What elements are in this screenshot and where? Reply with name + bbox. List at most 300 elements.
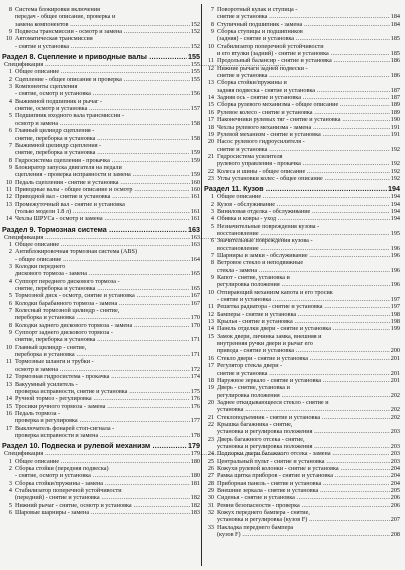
page-number: 167 [190, 299, 200, 307]
entry-number: 11 [6, 358, 12, 366]
entry-title: Стабилизатор поперечной устойчивости [217, 42, 324, 50]
entry-number: 1 [210, 193, 214, 201]
page-number: 174 [190, 373, 200, 381]
page-number: 197 [390, 303, 400, 311]
toc-entry [2, 373, 200, 380]
toc-entry [2, 465, 200, 472]
toc-entry-continuation [204, 281, 400, 288]
toc-entry [204, 274, 400, 281]
entry-title: Кузов - обслуживание ..... [217, 201, 400, 208]
page-number: 202 [390, 413, 400, 421]
page-number: 176 [190, 395, 200, 403]
toc-entry [2, 215, 200, 222]
page-number: 179 [188, 441, 200, 451]
page-number: 208 [390, 531, 400, 539]
entry-number: 8 [210, 20, 214, 28]
entry-title: Отпирающий механизм капота и его тросик [217, 288, 333, 296]
entry-number: 4 [8, 277, 12, 285]
page-number: 180 [190, 457, 200, 465]
toc-entry-continuation [2, 336, 200, 343]
entry-title: Шаровые шарниры - замена ..... [15, 509, 200, 516]
entry-title: Стеклоподъемник - снятие и установка ..... [217, 414, 400, 421]
entry-title: и его втулки (задний) - снятие и установка ..... [204, 50, 400, 57]
page-number: 194 [390, 200, 400, 208]
entry-number: 1 [8, 457, 12, 465]
entry-title: - общее описание ..... [2, 256, 200, 263]
entry-number: 6 [8, 299, 12, 307]
entry-number: 12 [207, 64, 214, 72]
entry-number: 4 [8, 97, 12, 105]
toc-entry [2, 186, 200, 193]
entry-title: Педаль сцепления - снятие и установка ..... [15, 179, 200, 186]
entry-title: Наконечники рулевых тяг - снятие и установка ..... [217, 116, 400, 123]
toc-entry-continuation [2, 208, 200, 215]
page-number: 201 [390, 354, 400, 362]
toc-entry [2, 487, 200, 494]
toc-entry [204, 65, 400, 72]
page-number: 152 [190, 28, 200, 36]
entry-title: - снятие, осмотр и установка ..... [2, 472, 200, 479]
entry-title: проверка исправности и замена ..... [2, 432, 200, 439]
entry-title: Тормозные шланги и трубки - [15, 358, 94, 366]
entry-title: Сиденья - снятие и установка ..... [217, 494, 400, 501]
toc-entry-continuation [2, 43, 200, 50]
entry-number: 5 [8, 292, 12, 300]
entry-title: Вакуумный усилитель - [15, 380, 78, 388]
entry-title: Незначительные повреждения кузова - [217, 222, 320, 230]
page-number: 196 [390, 252, 400, 259]
entry-number: 25 [207, 457, 214, 465]
entry-number: 13 [5, 200, 12, 208]
entry-title: установка и регулировка положения ..... [204, 428, 400, 435]
toc-entry-continuation [204, 35, 400, 42]
entry-title: Кожух переднего бампера - снятие, [217, 509, 310, 517]
page-number: 195 [390, 229, 400, 237]
entry-title: Насос рулевого гидроусилителя - [217, 138, 305, 146]
toc-entry [204, 175, 400, 182]
toc-entry [204, 355, 400, 362]
toc-entry [204, 201, 400, 208]
entry-number: 24 [207, 450, 214, 458]
entry-number: 9 [8, 329, 12, 337]
entry-number: 3 [210, 207, 214, 215]
toc-entry [2, 395, 200, 402]
entry-title: Ветровое стекло и неподвижные [217, 259, 304, 267]
entry-number: 26 [207, 464, 214, 472]
toc-entry [204, 333, 400, 340]
entry-title: снятие, осмотр и установка ..... [2, 105, 200, 112]
toc-entry-continuation [2, 417, 200, 424]
page-number: 205 [390, 487, 400, 494]
page-number: 182 [190, 494, 200, 502]
toc-entry-continuation [204, 340, 400, 347]
toc-entry [204, 377, 400, 384]
entry-number: 4 [210, 215, 214, 223]
toc-entry [2, 142, 200, 149]
entry-number: 15 [207, 332, 214, 340]
toc-entry [204, 79, 400, 86]
entry-title: - снятие и установка ..... [204, 296, 400, 303]
entry-title: привода - снятие и установка ..... [204, 347, 400, 354]
page-number: 184 [390, 13, 400, 21]
toc-entry-continuation [204, 87, 400, 94]
entry-number: 9 [8, 28, 12, 36]
entry-number: 2 [8, 75, 12, 83]
toc-entry-continuation [204, 296, 400, 303]
entry-number: 14 [207, 325, 214, 333]
toc-entry [2, 358, 200, 365]
toc-entry [204, 168, 400, 175]
entry-number: 7 [8, 141, 12, 149]
section-heading [2, 52, 200, 61]
entry-number: 18 [207, 376, 214, 384]
entry-title: Крышка багажника - снятие, [217, 420, 293, 428]
entry-title: осмотр и замена ..... [2, 120, 200, 127]
entry-number: 8 [8, 321, 12, 329]
entry-number: 7 [8, 307, 12, 315]
entry-title: Рулевое колесо - снятие и установка ..... [217, 109, 400, 116]
entry-number: 21 [207, 413, 214, 421]
entry-number: 28 [207, 479, 214, 487]
page-number: 161 [190, 207, 200, 215]
toc-entry-continuation [2, 285, 200, 292]
page-number: 170 [190, 314, 200, 322]
entry-number: 1 [8, 240, 12, 248]
toc-entry [2, 112, 200, 119]
page-number: 155 [190, 61, 200, 69]
toc-entry [204, 28, 400, 35]
entry-title: Сцепление - общее описание и проверка ..... [15, 76, 200, 83]
page-number: 203 [390, 428, 400, 436]
entry-title: Автоматическая трансмиссия [15, 35, 93, 43]
entry-title: Дверь - снятие, установка и [217, 384, 290, 392]
entry-title: Приводные валы - общее описание и осмотр ..... [15, 186, 200, 193]
entry-title: Панель отделки двери - снятие и установка ..... [217, 325, 400, 332]
toc-entry [204, 124, 400, 131]
entry-title: Шарниры и замки - обслуживание ..... [217, 252, 400, 259]
toc-entry [2, 248, 200, 255]
entry-number: 2 [8, 464, 12, 472]
toc-entry [204, 6, 400, 13]
contents-right-column [204, 6, 400, 538]
entry-title: Стабилизатор поперечной устойчивости [15, 486, 122, 494]
toc-entry [204, 318, 400, 325]
page-number: 203 [390, 450, 400, 458]
entry-number: 29 [207, 487, 214, 494]
entry-title: Чехлы рулевого механизма - замена ..... [217, 124, 400, 131]
toc-entry-continuation [2, 494, 200, 501]
entry-number: 18 [207, 123, 214, 131]
toc-entry [204, 57, 400, 64]
page-number: 152 [190, 20, 200, 28]
entry-title: Колеса и шины - общее описание ..... [217, 168, 400, 175]
entry-title: стекла - замена ..... [204, 267, 400, 274]
toc-entry [204, 223, 400, 230]
entry-number: 31 [207, 501, 214, 509]
toc-entry-continuation [204, 428, 400, 435]
toc-entry [2, 502, 200, 509]
specification-entry [2, 450, 200, 457]
entry-title: восстановление ..... [204, 245, 400, 252]
entry-title: регулировка положения ..... [204, 392, 400, 399]
page-number: 167 [190, 292, 200, 300]
entry-title: восстановление ..... [204, 230, 400, 237]
entry-title: Главный цилиндр - снятие, [15, 343, 87, 351]
page-number: 161 [190, 215, 200, 223]
toc-entry-continuation [2, 388, 200, 395]
toc-entry [2, 292, 200, 299]
entry-title: проверка и регулировка ..... [2, 417, 200, 424]
toc-entry [204, 237, 400, 244]
page-number: 198 [390, 310, 400, 318]
entry-title: Подпорки двери багажного отсека - замена ..... [217, 450, 400, 457]
entry-number: 8 [8, 6, 12, 13]
page-number: 152 [190, 42, 200, 50]
page-number: 158 [190, 119, 200, 127]
page-number: 155 [190, 68, 200, 76]
entry-number: 6 [210, 237, 214, 245]
page-number: 186 [390, 57, 400, 65]
toc-entry-continuation [2, 135, 200, 142]
page-number: 181 [190, 479, 200, 487]
entry-number: 10 [5, 343, 12, 351]
entry-title: Раздел 10. Подвеска и рулевой механизм ..... [2, 441, 200, 450]
toc-entry [204, 116, 400, 123]
page-number: 155 [190, 75, 200, 83]
section-heading [204, 184, 400, 193]
toc-entry [2, 381, 200, 388]
toc-entry-continuation [204, 370, 400, 377]
toc-entry [2, 241, 200, 248]
entry-title: снятие, переборка и установка ..... [2, 336, 200, 343]
entry-number: 27 [207, 472, 214, 480]
toc-entry-continuation [2, 171, 200, 178]
toc-entry-continuation [204, 443, 400, 450]
toc-entry [204, 465, 400, 472]
contents-left-column [2, 6, 200, 516]
page-number: 176 [190, 402, 200, 410]
toc-entry-continuation [2, 432, 200, 439]
entry-number: 19 [207, 384, 214, 392]
toc-entry [204, 524, 400, 531]
entry-number: 11 [208, 303, 214, 311]
toc-entry-continuation [204, 516, 400, 523]
entry-number: 11 [208, 57, 214, 65]
page-number: 163 [188, 224, 200, 234]
entry-title: Обивка и ковры - уход ..... [217, 215, 400, 222]
entry-title: снятие и установка ..... [204, 146, 400, 153]
toc-entry-continuation [204, 230, 400, 237]
page-number: 182 [190, 501, 200, 509]
entry-number: 7 [210, 6, 214, 13]
entry-title: Наружное зеркало - снятие и установка ..... [217, 377, 400, 384]
entry-title: Тросики ручного тормоза - замена ..... [15, 403, 200, 410]
entry-title: Кожухи рулевой колонки - снятие и установка ..... [217, 465, 400, 472]
toc-entry [2, 425, 200, 432]
toc-entry [204, 414, 400, 421]
toc-entry [2, 28, 200, 35]
toc-entry [204, 502, 400, 509]
entry-number: 12 [5, 193, 12, 201]
entry-title: Сборка стойки (передняя подвеска) [15, 464, 109, 472]
page-number: 161 [190, 193, 200, 201]
entry-number: 10 [207, 42, 214, 50]
entry-title: Виниловая отделка - обслуживание ..... [217, 208, 400, 215]
page-number: 187 [390, 86, 400, 94]
entry-title: снятие и установка ..... [204, 370, 400, 377]
entry-title: Раздел 11. Кузов ..... [204, 184, 400, 193]
entry-title: Подвесы трансмиссии - осмотр и замена ..... [15, 28, 200, 35]
toc-entry-continuation [204, 267, 400, 274]
toc-entry-continuation [2, 366, 200, 373]
entry-number: 8 [8, 156, 12, 164]
entry-title: (задняя) - снятие и установка ..... [204, 35, 400, 42]
entry-number: 17 [207, 116, 214, 124]
entry-number: 20 [207, 398, 214, 406]
page-number: 201 [390, 369, 400, 377]
entry-title: Раздел 8. Сцепление и приводные валы ..... [2, 52, 200, 61]
toc-entry [204, 259, 400, 266]
entry-title: Задняя ось - снятие и установка ..... [217, 94, 400, 101]
entry-title: Рамка щитка приборов - снятие и установка ..... [217, 472, 400, 479]
toc-entry [2, 344, 200, 351]
toc-entry-continuation [204, 146, 400, 153]
entry-title: (кузов F) ..... [204, 531, 400, 538]
entry-title: (передний) - снятие и установка ..... [2, 494, 200, 501]
toc-entry [204, 325, 400, 332]
entry-number: 1 [8, 68, 12, 76]
toc-entry [2, 329, 200, 336]
toc-entry [204, 458, 400, 465]
page-number: 204 [390, 479, 400, 487]
page-number: 202 [390, 391, 400, 399]
toc-entry [204, 101, 400, 108]
toc-entry [2, 322, 200, 329]
entry-title: рулевого управления - прокачка ..... [204, 160, 400, 167]
entry-number: 9 [210, 28, 214, 36]
page-number: 163 [190, 233, 200, 241]
entry-title: внутренняя ручки двери и рычаг его [217, 340, 313, 348]
toc-entry-continuation [204, 531, 400, 538]
entry-title: Спецификация ..... [4, 450, 285, 457]
toc-entry-continuation [204, 245, 400, 252]
page-number: 194 [390, 207, 400, 215]
entry-number: 13 [207, 79, 214, 87]
toc-entry-continuation [2, 314, 200, 321]
toc-entry [204, 472, 400, 479]
toc-entry [204, 109, 400, 116]
page-number: 179 [190, 450, 200, 458]
page-number: 171 [190, 351, 200, 359]
entry-title: - снятие и установка ..... [2, 43, 200, 50]
entry-title: Сборка стойки/пружины - замена ..... [15, 480, 200, 487]
entry-title: Колодки переднего [15, 263, 66, 270]
entry-number: 16 [207, 108, 214, 116]
entry-title: передач - общее описание, проверка и [15, 13, 116, 21]
entry-number: 17 [5, 424, 12, 432]
entry-number: 23 [207, 435, 214, 443]
entry-title: проверка исправности, снятие и установка ..... [2, 388, 200, 395]
page-number: 194 [388, 184, 400, 194]
entry-title: Выключатель фонарей стоп-сигнала - [15, 424, 115, 432]
page-number: 189 [390, 101, 400, 109]
toc-entry-continuation [2, 105, 200, 112]
page-number: 184 [390, 20, 400, 28]
toc-entry-continuation [204, 13, 400, 20]
page-number: 194 [390, 193, 400, 201]
page-number: 163 [190, 240, 200, 248]
entry-number: 2 [210, 200, 214, 208]
page-number: 155 [188, 52, 200, 62]
entry-title: задняя подвеска - снятие и установка ..... [204, 87, 400, 94]
entry-title: дискового тормоза - замена ..... [2, 270, 200, 277]
toc-entry [204, 153, 400, 160]
entry-number: 4 [8, 486, 12, 494]
page-number: 180 [190, 472, 200, 480]
toc-entry [204, 252, 400, 259]
entry-title: Суппорт заднего дискового тормоза - [15, 329, 113, 337]
entry-number: 20 [207, 138, 214, 146]
toc-entry [2, 278, 200, 285]
entry-title: Компоненты сцепления [15, 83, 78, 91]
entry-title: Чехлы ШРУСа - осмотр и замена ..... [15, 215, 200, 222]
page-number: 159 [190, 171, 200, 179]
page-number: 191 [390, 123, 400, 131]
page-number: 196 [390, 281, 400, 289]
entry-title: Внешние зеркала - снятие и установка ..... [217, 487, 400, 494]
toc-entry [204, 138, 400, 145]
entry-title: Бамперы - снятие и установка ..... [217, 311, 400, 318]
entry-number: 10 [5, 178, 12, 186]
entry-number: 3 [8, 479, 12, 487]
toc-entry-continuation [2, 21, 200, 28]
entry-title: Колесный тормозной цилиндр - снятие, [15, 307, 120, 315]
entry-title: - снятие, осмотр и установка ..... [2, 90, 200, 97]
page-number: 198 [390, 318, 400, 326]
entry-title: Главный цилиндр сцепления - [15, 127, 95, 135]
entry-number: 13 [207, 318, 214, 326]
page-number: 185 [390, 35, 400, 43]
entry-number: 19 [207, 130, 214, 138]
entry-title: Капот - снятие, установка и [217, 274, 290, 282]
page-number: 183 [190, 509, 200, 516]
page-number: 190 [390, 116, 400, 124]
entry-title: Колодки барабанного тормоза - замена ..... [15, 300, 200, 307]
toc-entry [204, 384, 400, 391]
entry-title: регулировка положения ..... [204, 281, 400, 288]
entry-number: 21 [207, 152, 214, 160]
toc-entry [204, 450, 400, 457]
section-heading [2, 225, 200, 234]
entry-number: 13 [5, 380, 12, 388]
entry-title: Промежуточный вал - снятие и установка [15, 200, 125, 208]
column-divider [201, 4, 202, 566]
entry-title: Ремни безопасности - проверка ..... [217, 502, 400, 509]
entry-title: Выжимной цилиндр сцепления - [15, 141, 102, 149]
page-number: 158 [190, 134, 200, 142]
page-number: 206 [390, 494, 400, 502]
entry-title: Центральный пульт - снятие и установка ..... [217, 458, 400, 465]
entry-title: Сборка ступицы и подшипников [217, 28, 303, 36]
page-number: 199 [390, 325, 400, 333]
page-number: 159 [190, 149, 200, 157]
toc-entry [204, 289, 400, 296]
toc-entry [204, 487, 400, 494]
entry-title: Педаль тормоза - [15, 409, 61, 417]
entry-title: снятие, переборка и установка ..... [2, 135, 200, 142]
entry-title: Гидросистема усилителя [217, 152, 283, 160]
entry-number: 3 [8, 83, 12, 91]
